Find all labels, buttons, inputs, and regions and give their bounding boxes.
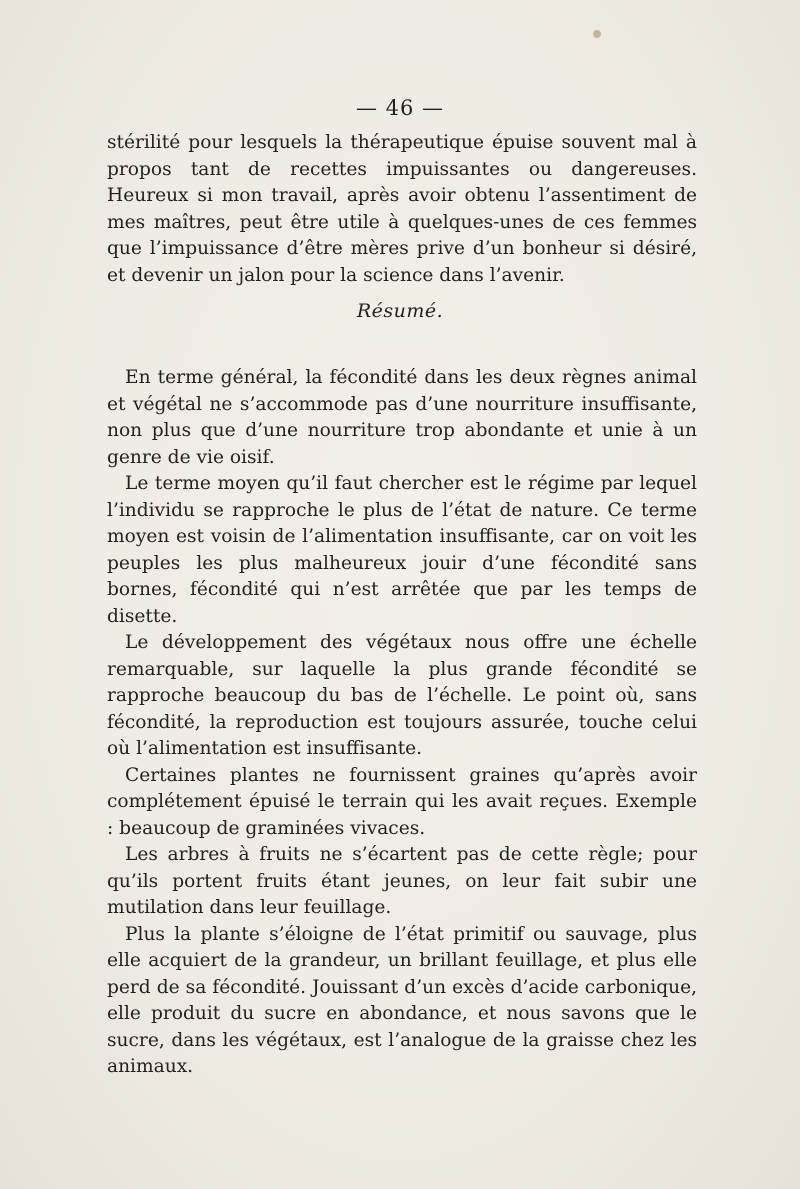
- paragraph: Les arbres à fruits ne s’écartent pas de cette règle; pour qu’ils portent fruits étant jeunes, on leur fait subir une mutilation dans leur feuillage.: [107, 844, 697, 918]
- section-heading: Résumé.: [356, 300, 444, 322]
- paragraph: Le développement des végétaux nous offre une échelle remarquable, sur laquelle la plus grande fécondité se rapproche beaucoup du bas de l’échelle. Le point où, sans fécondité, la reproduction est toujours assurée, touche celui où l’alimentation est insuffisante.: [107, 632, 697, 759]
- page-number: — 46 —: [355, 96, 445, 120]
- intro-text: [107, 130, 697, 289]
- ink-spot: [593, 30, 601, 38]
- paragraph: En terme général, la fécondité dans les deux règnes animal et végétal ne s’accommode pas d’une nourriture insuffisante, non plus que d’une nourriture trop abondante et unie à un genre de vie oisif.: [107, 367, 697, 468]
- paragraph: Le terme moyen qu’il faut chercher est le régime par lequel l’individu se rapproche le plus de l’état de nature. Ce terme moyen est voisin de l’alimentation insuffisante, car on voit les peuples les plus malheureux jouir d’une fécondité sans bornes, fécondité qui n’est arrêtée que par les temps de disette.: [107, 473, 697, 627]
- summary-text: [107, 365, 697, 1081]
- paragraph: Plus la plante s’éloigne de l’état primitif ou sauvage, plus elle acquiert de la grandeur, un brillant feuillage, et plus elle perd de sa fécondité. Jouissant d’un excès d’acide carbonique, elle produit du sucre en abondance, et nous savons que le sucre, dans les végétaux, est l’analogue de la graisse chez les animaux.: [107, 923, 697, 1077]
- intro-paragraph: stérilité pour lesquels la thérapeutique épuise souvent mal à propos tant de recettes impuissantes ou dangereuses. Heureux si mon travail, après avoir obtenu l’assentiment de mes maîtres, peut être utile à quelques-unes de ces femmes que l’impuissance d’être mères prive d’un bonheur si désiré, et devenir un jalon pour la science dans l’avenir.: [107, 132, 697, 286]
- paragraph: Certaines plantes ne fournissent graines qu’après avoir complétement épuisé le terrain qui les avait reçues. Exemple : beaucoup de graminées vivaces.: [107, 764, 697, 839]
